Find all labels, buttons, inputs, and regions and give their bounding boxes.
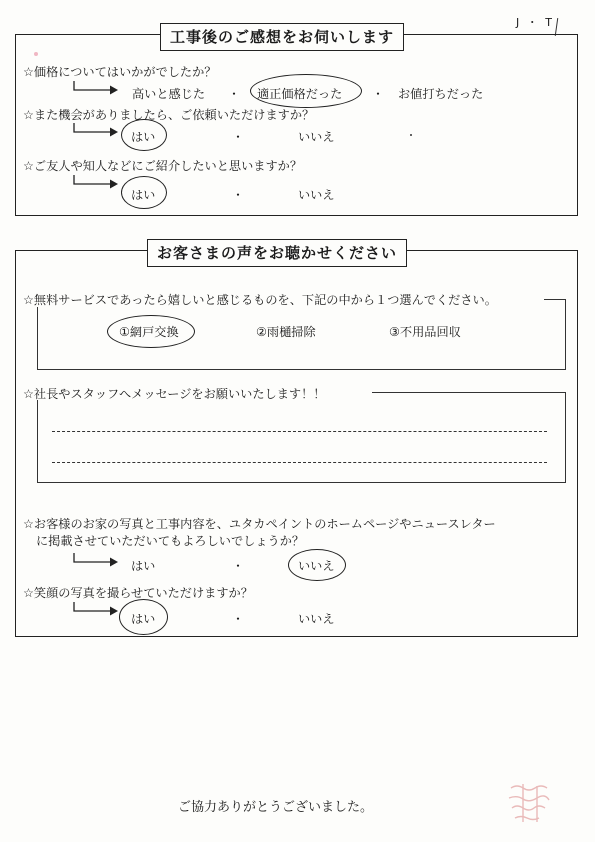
separator-dot: ・ — [228, 87, 241, 101]
footer-thanks: ご協力ありがとうございました。 — [178, 800, 374, 815]
question-photo-publish: ☆お客様のお家の写真と工事内容を、ユタカペイントのホームページやニュースレター — [23, 517, 496, 531]
question-request-again: ☆また機会がありましたら、ご依頼いただけますか？ — [23, 108, 315, 122]
option-expensive[interactable]: 高いと感じた — [132, 87, 206, 101]
bracket-line — [372, 392, 566, 393]
pink-speck — [34, 52, 38, 56]
message-line[interactable] — [52, 431, 547, 432]
arrow-icon — [72, 175, 122, 189]
bracket-line — [37, 369, 566, 370]
selection-circle — [288, 549, 346, 581]
separator-dot: ・ — [232, 130, 245, 144]
question-photo-publish-line2: に掲載させていただいてもよろしいでしょうか？ — [36, 534, 305, 548]
question-free-service: ☆無料サービスであったら嬉しいと感じるものを、下記の中から１つ選んでください。 — [23, 293, 497, 307]
option-gutter-cleaning[interactable]: ②雨樋掃除 — [256, 325, 316, 339]
arrow-icon — [72, 81, 122, 95]
option-screen-replacement[interactable]: ①網戸交換 — [119, 325, 179, 339]
section-voice-title: お客さまの声をお聴かせください — [147, 239, 407, 267]
option-junk-removal[interactable]: ③不用品回収 — [389, 325, 461, 339]
separator-dot: ・ — [232, 559, 245, 573]
selection-circle — [121, 176, 167, 209]
option-no[interactable]: いいえ — [298, 612, 335, 626]
bracket-line — [565, 299, 566, 369]
message-line[interactable] — [52, 462, 547, 463]
bracket-line — [37, 400, 38, 482]
option-bargain[interactable]: お値打ちだった — [398, 87, 484, 101]
question-smile-photo: ☆笑顔の写真を撮らせていただけますか？ — [23, 586, 253, 600]
option-fair-price[interactable]: 適正価格だった — [257, 87, 343, 101]
question-price: ☆価格についてはいかがでしたか？ — [23, 65, 217, 79]
bracket-line — [37, 307, 38, 369]
selection-circle — [250, 74, 362, 108]
bracket-line — [37, 482, 566, 483]
option-no[interactable]: いいえ — [298, 559, 335, 573]
option-no[interactable]: いいえ — [298, 188, 335, 202]
arrow-icon — [72, 553, 122, 567]
section-voice-box — [15, 250, 578, 637]
header-marks: J ・ T — [516, 16, 554, 29]
option-yes[interactable]: はい — [131, 130, 156, 144]
question-message: ☆社長やスタッフへメッセージをお願いいたします！！ — [23, 387, 326, 401]
selection-circle — [121, 119, 167, 151]
arrow-icon — [72, 123, 122, 137]
bracket-line — [565, 392, 566, 482]
option-yes[interactable]: はい — [131, 559, 156, 573]
bracket-line — [544, 299, 566, 300]
seal-stamp-icon — [503, 778, 555, 830]
section-impressions-title: 工事後のご感想をお伺いします — [160, 23, 404, 51]
arrow-icon — [72, 602, 122, 616]
option-yes[interactable]: はい — [131, 188, 156, 202]
separator-dot: ・ — [232, 612, 245, 626]
separator-dot: ・ — [232, 188, 245, 202]
option-no[interactable]: いいえ — [298, 130, 335, 144]
selection-circle — [107, 315, 195, 348]
option-yes[interactable]: はい — [131, 612, 156, 626]
selection-circle — [119, 599, 168, 635]
separator-dot: ・ — [372, 87, 385, 101]
question-recommend: ☆ご友人や知人などにご紹介したいと思いますか？ — [23, 159, 303, 173]
stray-mark — [410, 134, 412, 136]
